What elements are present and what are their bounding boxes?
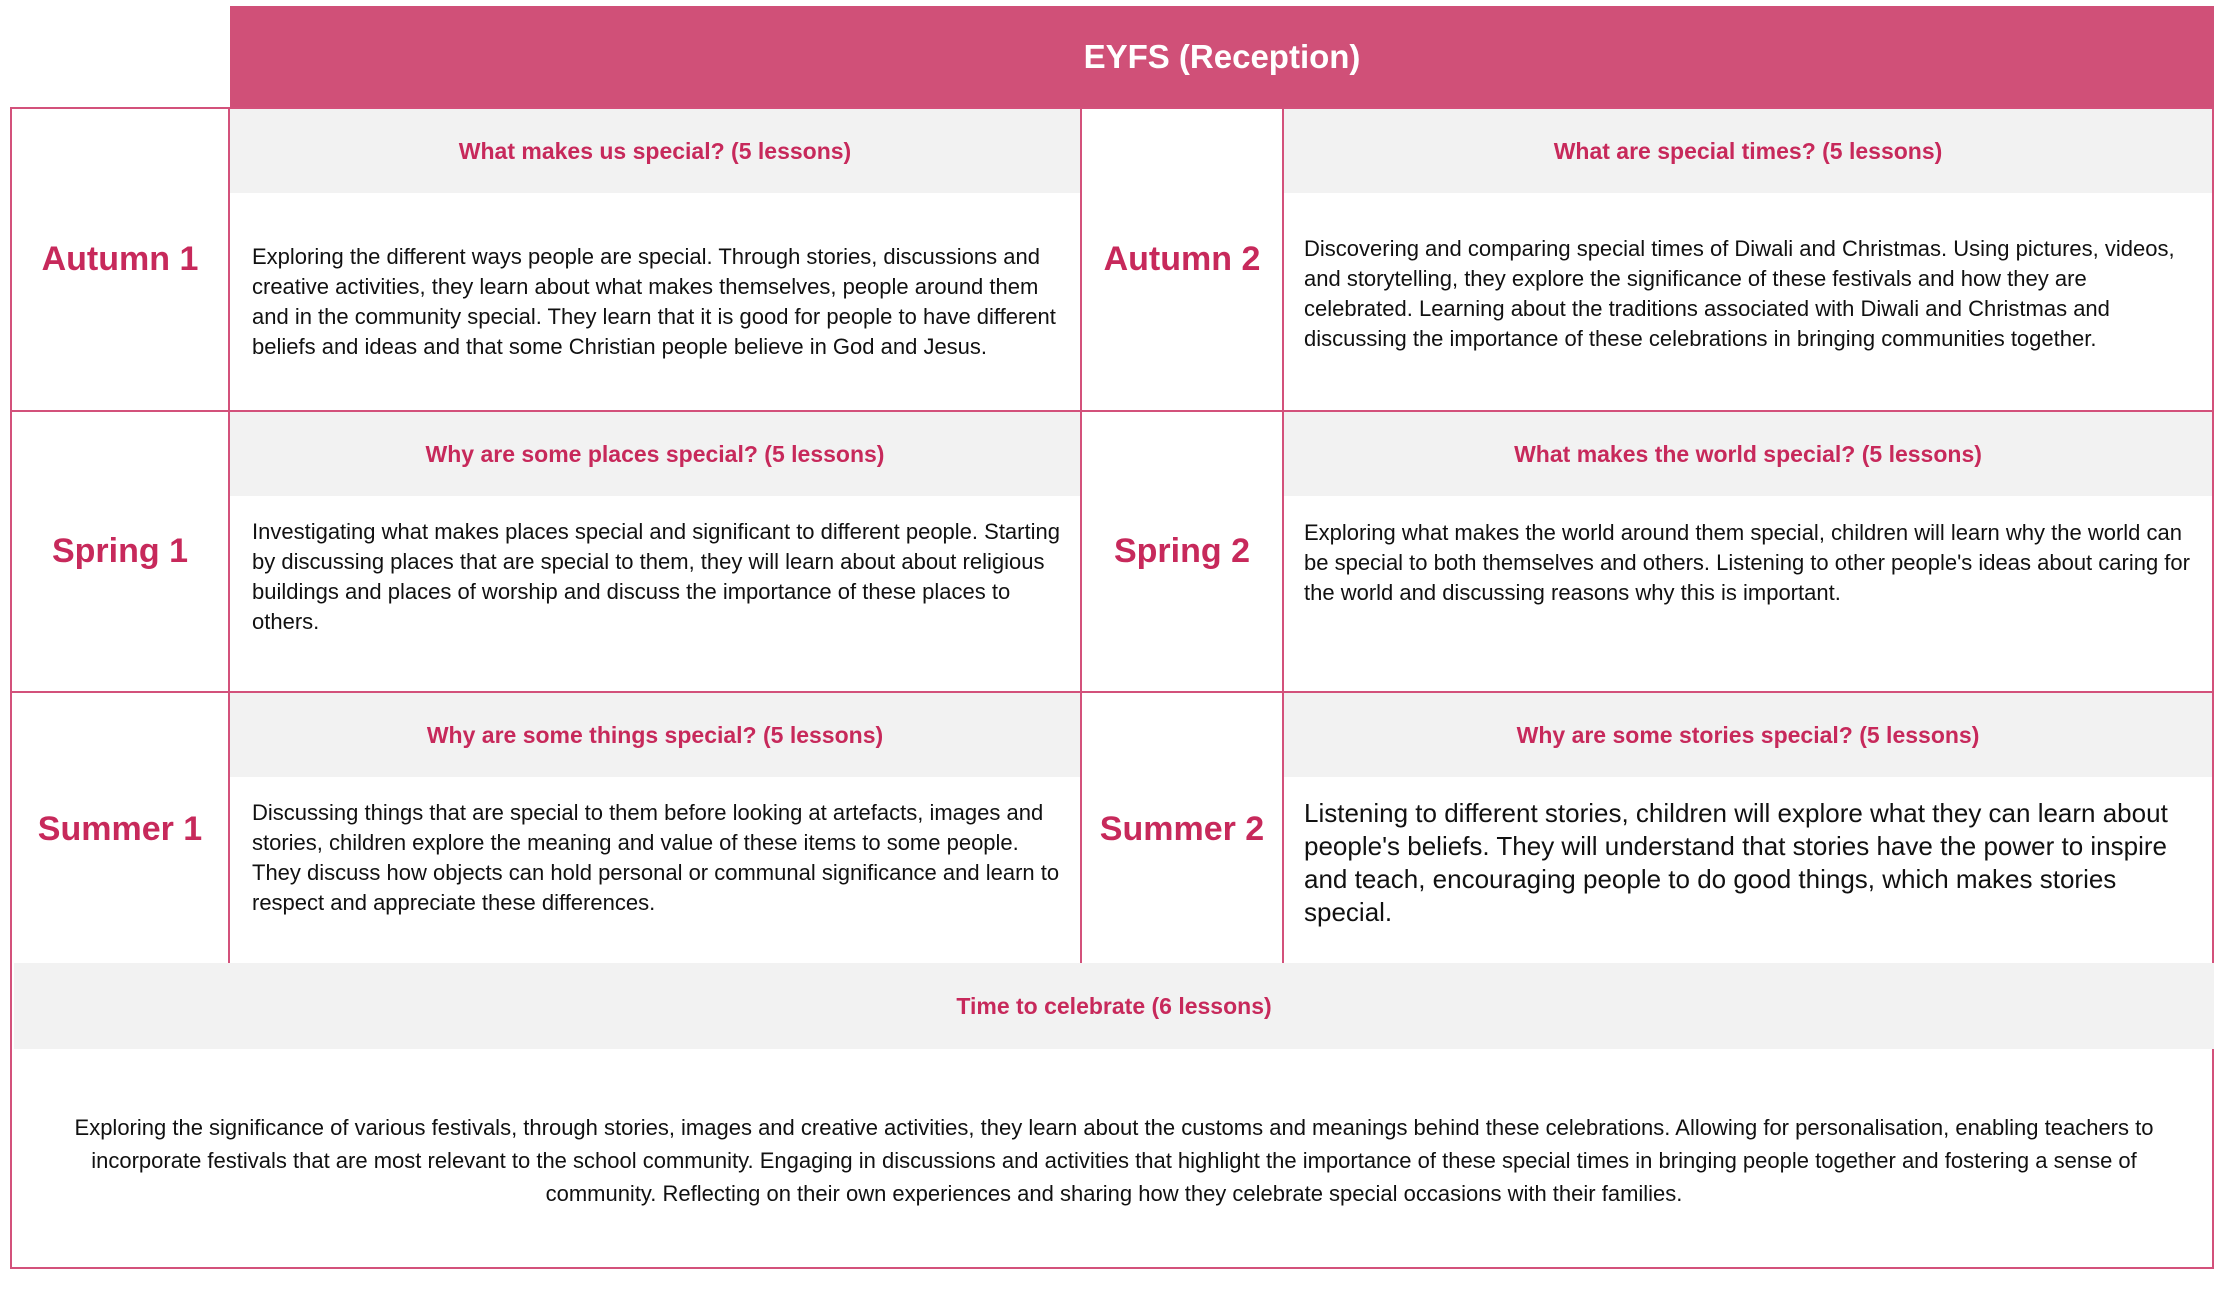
season-label-autumn-2: Autumn 2 xyxy=(1103,240,1261,278)
page-title-bar xyxy=(230,6,2214,107)
season-label-summer-1: Summer 1 xyxy=(37,809,203,848)
lesson-heading-autumn-2: What are special times? (5 lessons) xyxy=(1284,109,2212,193)
lesson-description-spring-2: Exploring what makes the world around them special, children will learn why the world can be special to both themselves and others. Listening to other people's ideas about caring for the world and discussing reasons why this is important. xyxy=(1304,520,2190,605)
curriculum-grid xyxy=(10,107,2214,965)
lesson-heading-spring-1: Why are some places special? (5 lessons) xyxy=(230,412,1080,496)
page-title: EYFS (Reception) xyxy=(1083,37,1361,75)
grid-line xyxy=(228,107,230,965)
lesson-description-autumn-1: Exploring the different ways people are special. Through stories, discussions and creative activities, they learn about what makes themselves, people around them and in the community special. They learn that it is good for people to have different beliefs and ideas and that some Christian people believe in God and Jesus. xyxy=(252,244,1056,359)
season-label-summer-2: Summer 2 xyxy=(1099,809,1265,848)
grid-line xyxy=(2212,107,2214,965)
lesson-description-summer-1: Discussing things that are special to them before looking at artefacts, images and stories, children explore the meaning and value of these items to some people. They discuss how objects can hold personal or communal significance and learn to respect and appreciate these differences. xyxy=(252,800,1060,915)
lesson-heading-summer-1: Why are some things special? (5 lessons) xyxy=(230,693,1080,777)
lesson-description-summer-2: Listening to different stories, children will explore what they can learn about people's beliefs. They will understand that stories have the power to inspire and teach, encouraging people to do good things, which makes stories special. xyxy=(1304,798,2168,927)
grid-line xyxy=(1282,107,1284,965)
lesson-description-spring-1: Investigating what makes places special and significant to different people. Starting by discussing places that are special to them, they will learn about about religious buildings and places of worship and discuss the importance of these places to others. xyxy=(252,519,1060,634)
lesson-heading-summer-2: Why are some stories special? (5 lessons) xyxy=(1284,693,2212,777)
season-label-spring-1: Spring 1 xyxy=(51,532,189,570)
lesson-heading-autumn-1: What makes us special? (5 lessons) xyxy=(230,109,1080,193)
celebrate-description: Exploring the significance of various festivals, through stories, images and creative activities, they learn about the customs and meanings behind these celebrations. Allowing for personalisation, enabling teachers to incorporate festivals that are most relevant to the school community. Engaging in discussions and activities that highlight the importance of these special times in bringing people together and fostering a sense of community. Reflecting on their own experiences and sharing how they celebrate special occasions with their families. xyxy=(74,1115,2154,1206)
season-label-spring-2: Spring 2 xyxy=(1113,532,1251,570)
celebrate-heading: Time to celebrate (6 lessons) xyxy=(14,963,2214,1049)
lesson-description-autumn-2: Discovering and comparing special times of Diwali and Christmas. Using pictures, videos, and storytelling, they explore the significance of these festivals and how they are celebrated. Learning about the traditions associated with Diwali and Christmas and discussing the importance of these celebrations in bringing communities together. xyxy=(1304,236,2175,351)
lesson-heading-spring-2: What makes the world special? (5 lessons) xyxy=(1284,412,2212,496)
season-label-autumn-1: Autumn 1 xyxy=(41,240,199,278)
celebrate-section xyxy=(10,963,2214,1269)
